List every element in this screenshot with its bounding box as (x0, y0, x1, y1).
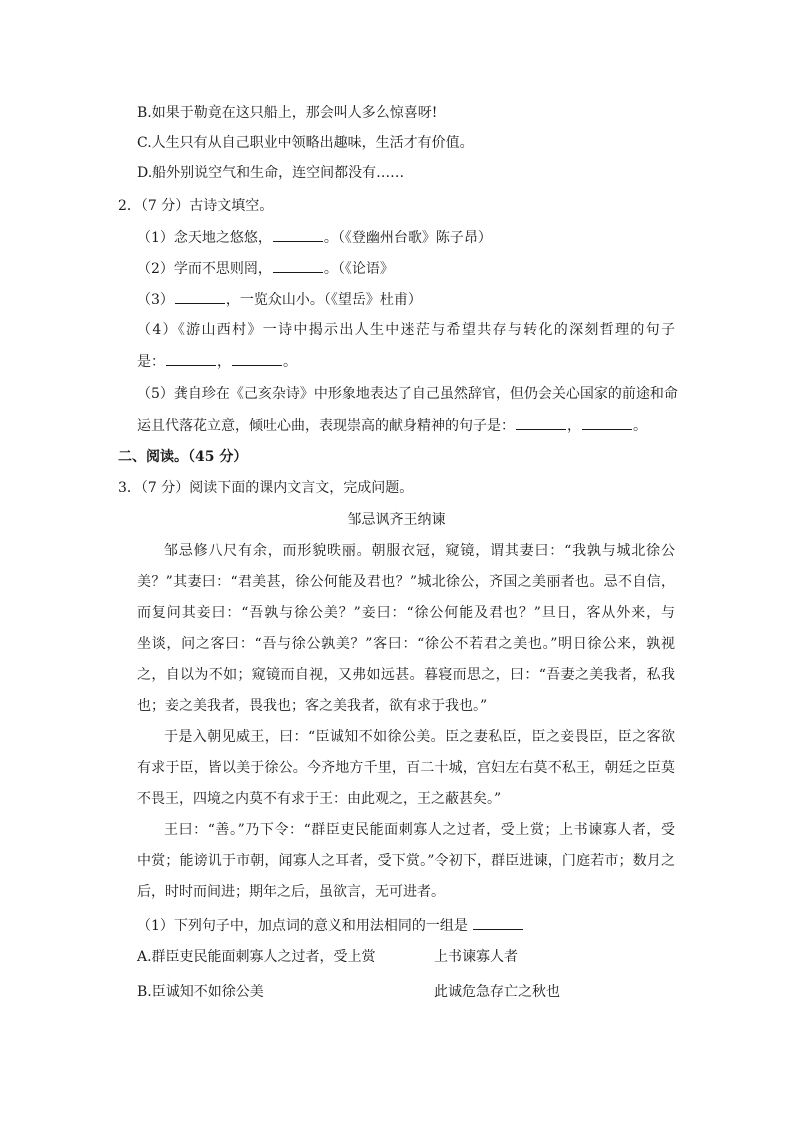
q1-option-c: C.人生只有从自己职业中领略出趣味，生活才有价值。 (137, 135, 474, 151)
option-a-right: 上书谏寡人者 (434, 949, 518, 965)
q2-item-5-mid: ， (567, 418, 581, 434)
q2-item-4-post: 。 (283, 354, 297, 370)
q2-item-2-post: 。（《论语》 (323, 261, 394, 277)
q2-item-5-line-2 (137, 415, 647, 436)
answer-blank[interactable] (232, 351, 282, 366)
q2-header: 2．（7 分）古诗文填空。 (118, 198, 274, 214)
option-b-left: B.臣诚知不如徐公美 (137, 984, 264, 1000)
answer-blank[interactable] (582, 415, 632, 430)
passage-line: 中赏；能谤讥于市朝，闻寡人之耳者，受下赏。”令初下，群臣进谏，门庭若市；数月之 (137, 853, 675, 869)
q2-item-1-post: 。（《登幽州台歌》陈子昂） (323, 230, 492, 246)
q2-item-3 (137, 289, 422, 310)
q2-item-1 (137, 227, 492, 248)
passage-line: 也；妾之美我者，畏我也；客之美我者，欲有求于我也。” (137, 698, 488, 714)
passage-line: 邹忌修八尺有余，而形貌昳丽。朝服衣冠，窥镜，谓其妻曰：“我孰与城北徐公 (164, 543, 675, 559)
option-b-right: 此诚危急存亡之秋也 (434, 984, 560, 1000)
q2-item-2-pre: （2）学而不思则罔， (137, 261, 272, 277)
passage-line: 后，时时而间进；期年之后，虽欲言，无可进者。 (137, 884, 445, 900)
passage-line: 而复问其妾曰：“吾孰与徐公美？”妾曰：“徐公何能及君也？”旦日，客从外来，与 (137, 605, 675, 621)
q3-subquestion-1 (137, 915, 524, 936)
q3-header: 3．（7 分）阅读下面的课内文言文，完成问题。 (118, 480, 414, 496)
answer-blank[interactable] (473, 915, 523, 930)
option-a-left: A.群臣吏民能面刺寡人之过者，受上赏 (137, 949, 376, 965)
passage-line: 王曰：“善。”乃下令：“群臣吏民能面刺寡人之过者，受上赏；上书谏寡人者，受 (164, 822, 675, 838)
q1-option-b: B.如果于勒竟在这只船上，那会叫人多么惊喜呀! (137, 105, 438, 121)
q2-item-4-pre: 是： (137, 354, 165, 370)
section-heading: 二、阅读。（45 分） (118, 449, 248, 465)
q2-item-1-pre: （1）念天地之悠悠， (137, 230, 272, 246)
answer-blank[interactable] (273, 258, 323, 273)
passage-line: 不畏王，四境之内莫不有求于王：由此观之，王之蔽甚矣。” (137, 791, 502, 807)
q1-option-d: D.船外别说空气和生命，连空间都没有…… (137, 165, 405, 181)
q2-item-5-line-1: （5）龚自珍在《己亥杂诗》中形象地表达了自己虽然辞官，但仍会关心国家的前途和命 (137, 386, 678, 402)
q2-item-4-line-1: （4）《游山西村》一诗中揭示出人生中迷茫与希望共存与转化的深刻哲理的句子 (137, 322, 675, 338)
q3-sub1-text: （1）下列句子中，加点词的意义和用法相同的一组是 (137, 918, 468, 934)
answer-blank[interactable] (175, 289, 225, 304)
passage-line: 有求于臣，皆以美于徐公。今齐地方千里，百二十城，宫妇左右莫不私王，朝廷之臣莫 (137, 760, 675, 776)
answer-blank[interactable] (516, 415, 566, 430)
q2-item-2 (137, 258, 394, 279)
answer-blank[interactable] (166, 351, 216, 366)
q2-item-5-pre: 运且代落花立意，倾吐心曲，表现崇高的献身精神的句子是： (137, 418, 515, 434)
passage-line: 坐谈，问之客曰：“吾与徐公孰美？”客曰：“徐公不若君之美也。”明日徐公来，孰视 (137, 636, 675, 652)
q2-item-5-post: 。 (633, 418, 647, 434)
passage-title: 邹忌讽齐王纳谏 (347, 512, 446, 528)
q2-item-3-post: ，一览众山小。（《望岳》杜甫） (225, 292, 422, 308)
passage-line: 于是入朝见威王，曰：“臣诚知不如徐公美。臣之妻私臣，臣之妾畏臣，臣之客欲 (164, 729, 675, 745)
q2-item-3-pre: （3） (137, 292, 174, 308)
passage-line: 美？”其妻曰：“君美甚，徐公何能及君也？”城北徐公，齐国之美丽者也。忌不自信， (137, 574, 675, 590)
answer-blank[interactable] (273, 227, 323, 242)
passage-line: 之，自以为不如；窥镜而自视，又弗如远甚。暮寝而思之，曰：“吾妻之美我者，私我 (137, 667, 675, 683)
q2-item-4-line-2 (137, 351, 297, 372)
q2-item-4-mid: ， (217, 354, 231, 370)
